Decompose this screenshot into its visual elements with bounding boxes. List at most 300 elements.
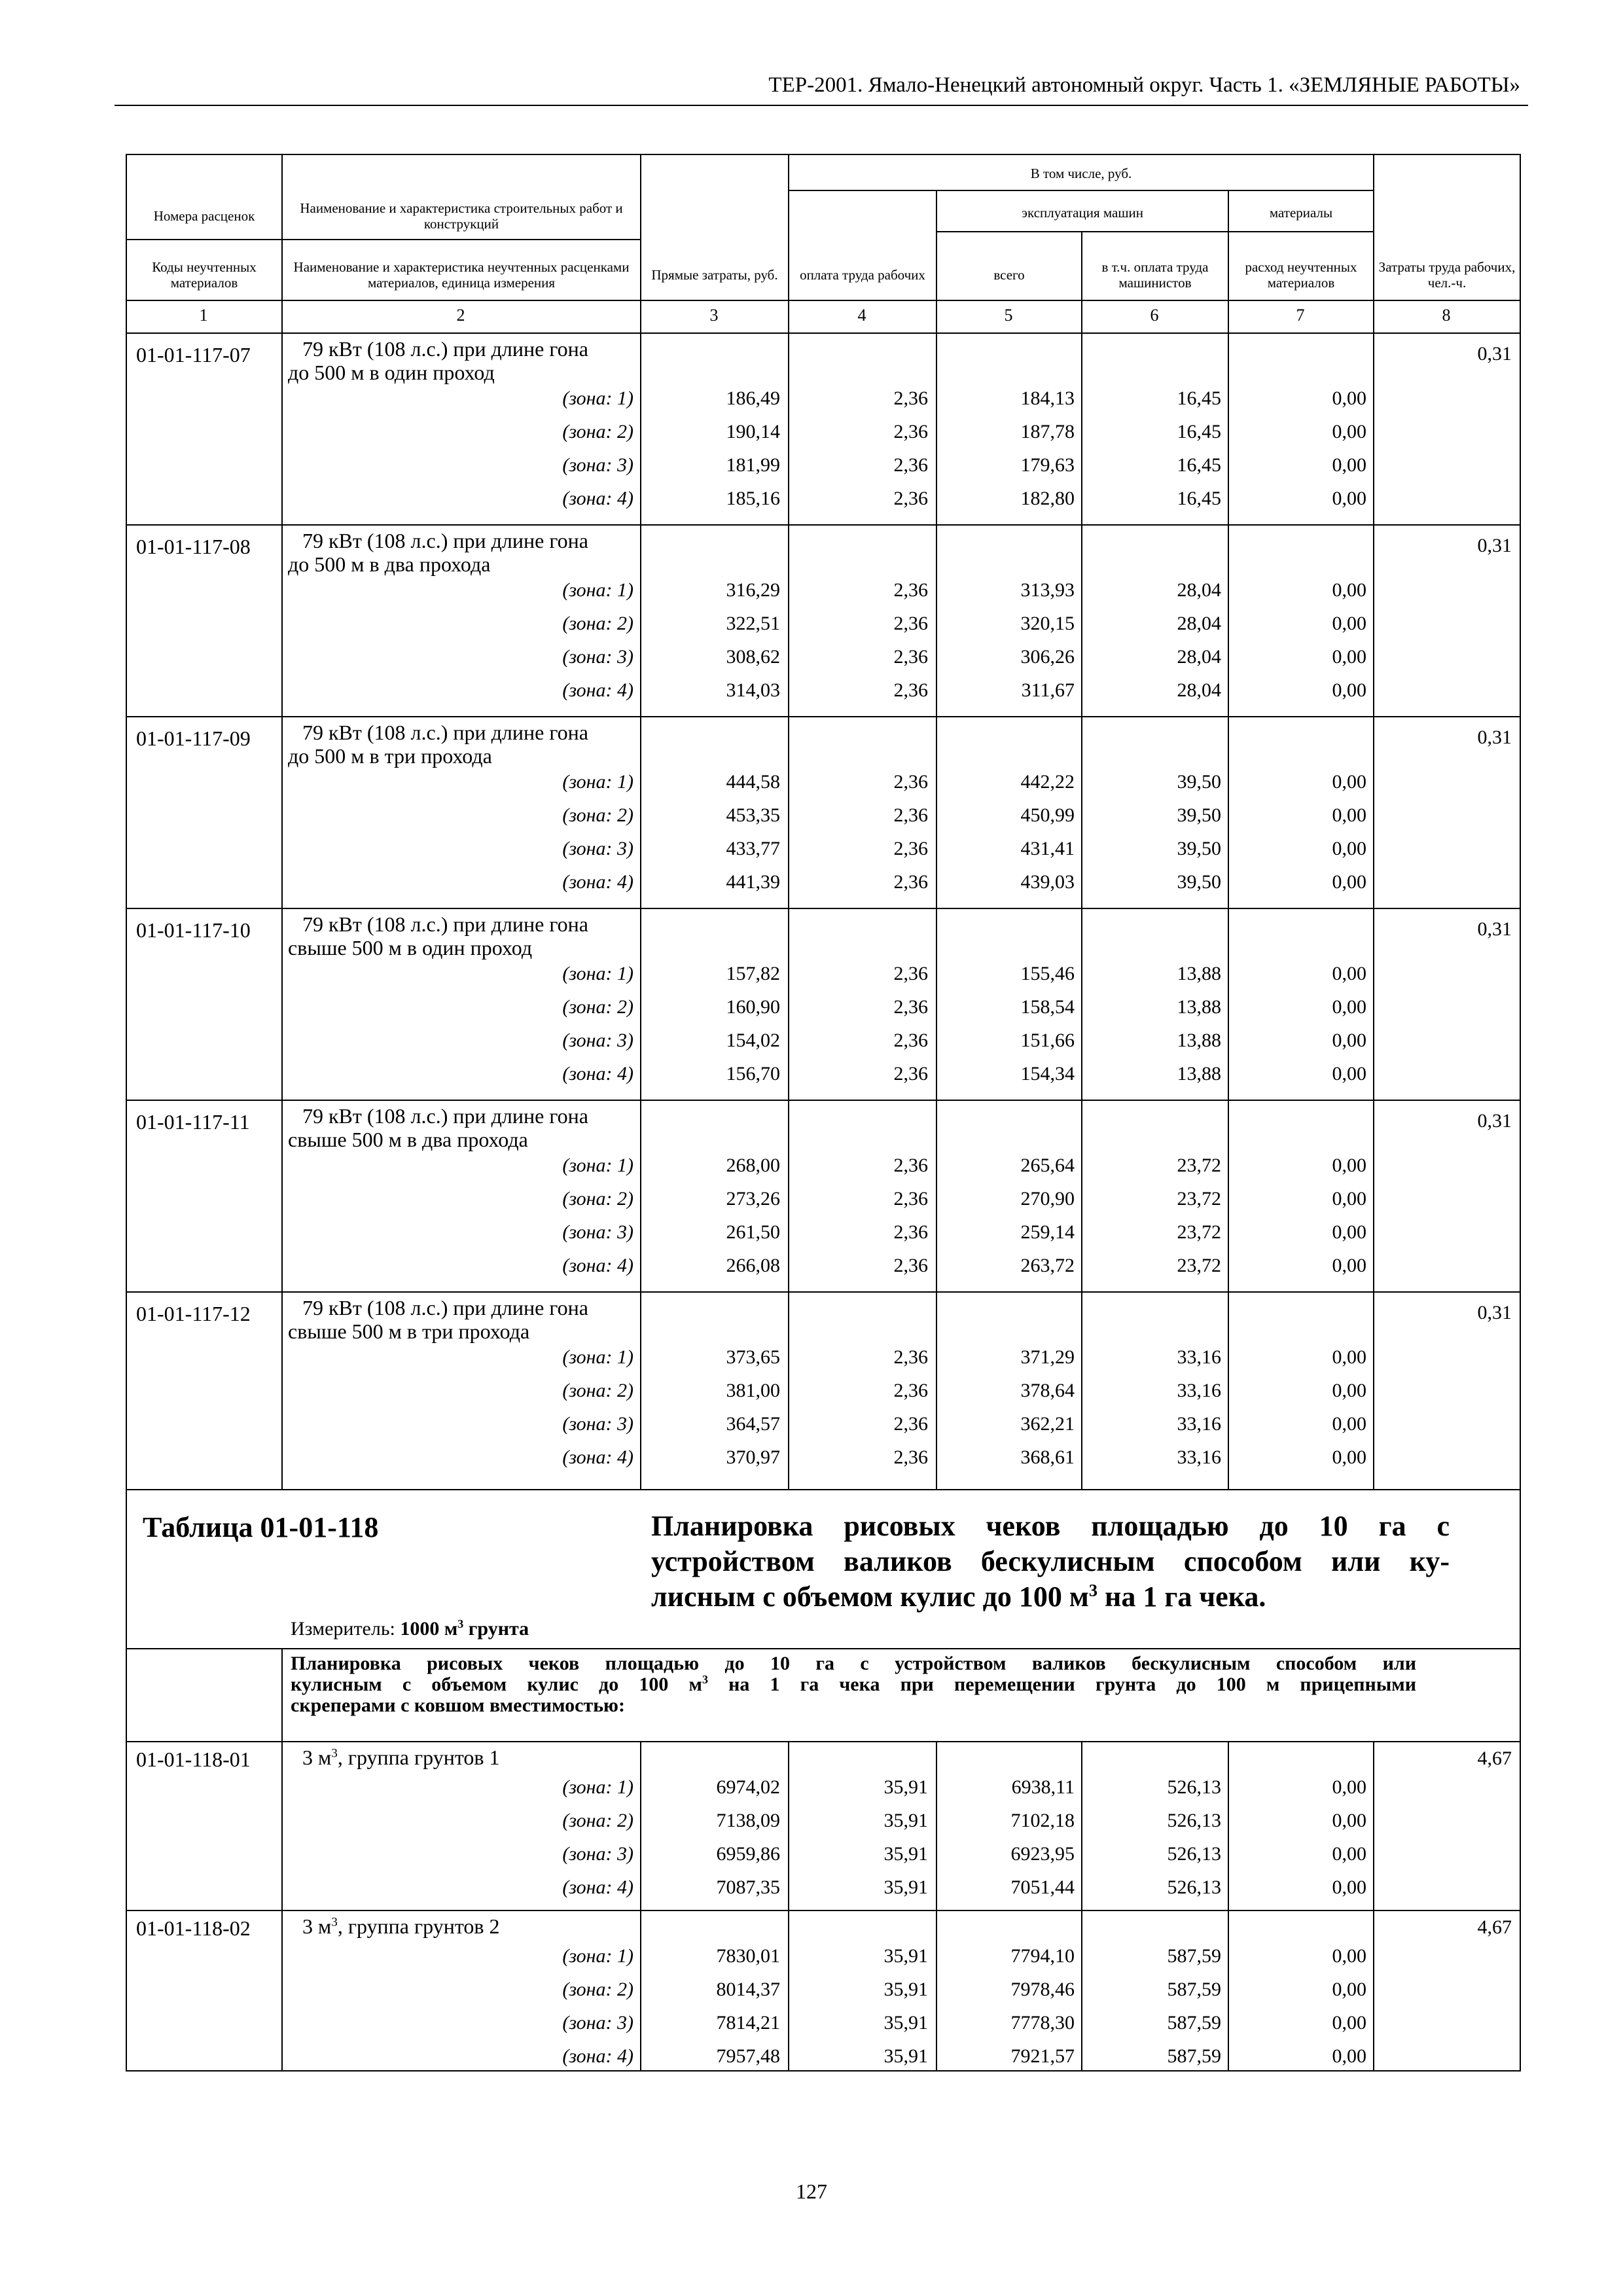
cell-value: 526,13 [1167,1776,1221,1798]
running-header [115,72,1528,106]
grid-line [1228,1741,1229,2072]
cell-value: 263,72 [1020,1255,1075,1276]
cell-value: 2,36 [893,387,928,409]
cell-value: 265,64 [1020,1155,1075,1176]
cell-value: 453,35 [726,804,780,826]
cell-value: 526,13 [1167,1810,1221,1831]
cell-value: 7830,01 [716,1945,780,1967]
cell-value: 16,45 [1177,387,1221,409]
cell-value: 23,72 [1177,1188,1221,1210]
zone-label: (зона: 4) [562,1876,633,1898]
rate-code: 01-01-117-10 [136,918,251,942]
cell-value: 0,00 [1332,488,1366,509]
subtitle-line: Планировка рисовых чеков площадью до 10 га с устройством валиков бескулисным способом или [291,1653,1416,1674]
grid-line [127,300,1520,301]
cell-value: 157,82 [726,963,780,984]
rate-description-text: , группа грунтов 1 [337,1746,500,1769]
table-title-line [651,1579,1450,1615]
zone-label: (зона: 3) [562,1030,633,1051]
cell-value: 0,00 [1332,804,1366,826]
zone-label: (зона: 1) [562,579,633,601]
grid-line [1373,154,1374,1489]
cell-value: 28,04 [1177,579,1221,601]
rate-description: 79 кВт (108 л.с.) при длине гона [302,912,588,936]
cell-value: 33,16 [1177,1446,1221,1468]
table-label: Таблица 01-01-118 [143,1511,379,1543]
cell-value: 7778,30 [1010,2012,1075,2034]
cell-value: 28,04 [1177,646,1221,668]
rate-description-text: , группа грунтов 2 [337,1914,500,1938]
labor-cost: 0,31 [1477,1110,1512,1132]
column-number: 3 [709,306,719,325]
cell-value: 6923,95 [1010,1843,1075,1865]
cell-value: 587,59 [1167,1979,1221,2000]
cell-value: 2,36 [893,804,928,826]
rate-description [302,1745,500,1770]
rate-description: до 500 м в три прохода [288,744,492,768]
zone-label: (зона: 2) [562,1188,633,1210]
grid-line [281,1741,283,2072]
cell-value: 160,90 [726,996,780,1018]
zone-label: (зона: 4) [562,679,633,701]
measure-unit [291,1618,529,1640]
rate-description: свыше 500 м в два прохода [288,1128,528,1151]
cell-value: 33,16 [1177,1346,1221,1368]
cell-value: 154,02 [726,1030,780,1051]
th-unaccounted-materials: расход неучтенных материалов [1245,259,1357,291]
cell-value: 2,36 [893,1346,928,1368]
grid-line [127,1910,1520,1911]
cell-value: 23,72 [1177,1221,1221,1243]
cell-value: 0,00 [1332,646,1366,668]
subtitle-text: кулисным с объемом кулис до 100 м [291,1674,702,1695]
cell-value: 13,88 [1177,1063,1221,1085]
cell-value: 2,36 [893,996,928,1018]
cell-value: 7794,10 [1010,1945,1075,1967]
cell-value: 316,29 [726,579,780,601]
table-title-text: лисным с объемом кулис до 100 м [651,1581,1089,1613]
rate-description: свыше 500 м в один проход [288,936,533,960]
th-machine-ops: эксплуатация машин [1022,205,1143,221]
cell-value: 2,36 [893,1446,928,1468]
th-name-works: Наименование и характеристика строительных работ и конструкций [300,200,623,232]
th-codes-materials: Коды неучтенных материалов [152,259,257,291]
table-title [651,1509,1450,1615]
cell-value: 364,57 [726,1413,780,1435]
cell-value: 154,34 [1020,1063,1075,1085]
cell-value: 0,00 [1332,1346,1366,1368]
cell-value: 16,45 [1177,421,1221,442]
zone-label: (зона: 2) [562,804,633,826]
table-title-line: Планировка рисовых чеков площадью до 10 га с [651,1510,1450,1542]
rate-code: 01-01-118-01 [136,1748,251,1771]
rate-description: свыше 500 м в три прохода [288,1319,530,1343]
measure-value: 1000 м [400,1618,458,1640]
cell-value: 0,00 [1332,1945,1366,1967]
grid-line [127,716,1520,717]
column-number: 2 [456,306,465,325]
cell-value: 2,36 [893,613,928,634]
zone-label: (зона: 3) [562,1843,633,1865]
cell-value: 179,63 [1020,454,1075,476]
cell-value: 2,36 [893,771,928,793]
cell-value: 187,78 [1020,421,1075,442]
grid-line [127,1489,1520,1490]
superscript: 3 [702,1673,708,1686]
cell-value: 0,00 [1332,1843,1366,1865]
cell-value: 587,59 [1167,2012,1221,2034]
th-labor-costs: Затраты труда рабочих, чел.-ч. [1378,259,1516,291]
cell-value: 431,41 [1020,838,1075,859]
cell-value: 35,91 [883,1876,928,1898]
cell-value: 8014,37 [716,1979,780,2000]
th-including: В том числе, руб. [1030,166,1132,181]
cell-value: 2,36 [893,1255,928,1276]
cell-value: 587,59 [1167,2045,1221,2067]
cell-value: 0,00 [1332,1413,1366,1435]
th-materials: материалы [1269,205,1333,221]
cell-value: 0,00 [1332,421,1366,442]
cell-value: 28,04 [1177,679,1221,701]
cell-value: 35,91 [883,1810,928,1831]
zone-label: (зона: 4) [562,2045,633,2067]
zone-label: (зона: 1) [562,1346,633,1368]
zone-label: (зона: 4) [562,488,633,509]
superscript: 3 [1088,1580,1098,1600]
zone-label: (зона: 1) [562,963,633,984]
cell-value: 39,50 [1177,771,1221,793]
column-number: 1 [199,306,208,325]
cell-value: 7051,44 [1010,1876,1075,1898]
cell-value: 370,97 [726,1446,780,1468]
th-total: всего [993,267,1025,283]
cell-value: 2,36 [893,579,928,601]
zone-label: (зона: 4) [562,1446,633,1468]
cell-value: 0,00 [1332,2045,1366,2067]
grid-line [127,524,1520,526]
cell-value: 526,13 [1167,1843,1221,1865]
cell-value: 6938,11 [1011,1776,1075,1798]
labor-cost: 0,31 [1477,535,1512,556]
th-worker-pay: оплата труда рабочих [800,267,925,283]
cell-value: 6974,02 [716,1776,780,1798]
cell-value: 151,66 [1020,1030,1075,1051]
cell-value: 371,29 [1020,1346,1075,1368]
grid-line [936,1741,937,2072]
grid-line [1228,190,1229,1489]
grid-line [1373,1741,1374,2072]
zone-label: (зона: 3) [562,838,633,859]
grid-line [788,154,789,1489]
zone-label: (зона: 3) [562,646,633,668]
rate-code: 01-01-117-08 [136,535,251,558]
grid-line [281,154,283,1489]
cell-value: 320,15 [1020,613,1075,634]
zone-label: (зона: 3) [562,1221,633,1243]
cell-value: 270,90 [1020,1188,1075,1210]
cell-value: 13,88 [1177,996,1221,1018]
cell-value: 261,50 [726,1221,780,1243]
cell-value: 6959,86 [716,1843,780,1865]
cell-value: 2,36 [893,488,928,509]
grid-line [127,332,1520,334]
cell-value: 0,00 [1332,1030,1366,1051]
cell-value: 7957,48 [716,2045,780,2067]
zone-label: (зона: 1) [562,387,633,409]
cell-value: 7814,21 [716,2012,780,2034]
cell-value: 2,36 [893,1413,928,1435]
cell-value: 314,03 [726,679,780,701]
grid-line [127,1741,1520,1742]
zone-label: (зона: 2) [562,613,633,634]
cell-value: 184,13 [1020,387,1075,409]
cell-value: 39,50 [1177,838,1221,859]
cell-value: 439,03 [1020,871,1075,893]
cell-value: 0,00 [1332,871,1366,893]
labor-cost: 0,31 [1477,343,1512,365]
cell-value: 2,36 [893,421,928,442]
rate-code: 01-01-117-07 [136,343,251,367]
cell-value: 0,00 [1332,1979,1366,2000]
cell-value: 7921,57 [1010,2045,1075,2067]
grid-line [1081,1741,1082,2072]
cell-value: 0,00 [1332,1188,1366,1210]
cell-value: 266,08 [726,1255,780,1276]
zone-label: (зона: 1) [562,1945,633,1967]
grid-line [281,1648,283,1741]
superscript: 3 [331,1746,338,1761]
cell-value: 259,14 [1020,1221,1075,1243]
cell-value: 441,39 [726,871,780,893]
cell-value: 7978,46 [1010,1979,1075,2000]
cell-value: 0,00 [1332,1155,1366,1176]
cell-value: 35,91 [883,2012,928,2034]
grid-line [127,908,1520,909]
cell-value: 0,00 [1332,613,1366,634]
cell-value: 181,99 [726,454,780,476]
cell-value: 322,51 [726,613,780,634]
grid-line [1081,231,1082,1489]
zone-label: (зона: 3) [562,1413,633,1435]
cell-value: 0,00 [1332,1810,1366,1831]
cell-value: 433,77 [726,838,780,859]
cell-value: 33,16 [1177,1413,1221,1435]
cell-value: 2,36 [893,1030,928,1051]
zone-label: (зона: 1) [562,771,633,793]
cell-value: 0,00 [1332,1776,1366,1798]
cell-value: 35,91 [883,1843,928,1865]
cell-value: 2,36 [893,1063,928,1085]
cell-value: 28,04 [1177,613,1221,634]
cell-value: 23,72 [1177,1255,1221,1276]
cell-value: 190,14 [726,421,780,442]
th-operator-pay: в т.ч. оплата труда машинистов [1101,259,1209,291]
rate-description [302,1914,500,1939]
section-subtitle [291,1653,1416,1716]
rate-description: 79 кВт (108 л.с.) при длине гона [302,337,588,361]
cell-value: 2,36 [893,679,928,701]
zone-label: (зона: 4) [562,871,633,893]
cell-value: 0,00 [1332,1876,1366,1898]
cell-value: 2,36 [893,963,928,984]
cell-value: 373,65 [726,1346,780,1368]
cell-value: 23,72 [1177,1155,1221,1176]
cell-value: 2,36 [893,1221,928,1243]
grid-line [788,190,1373,191]
zone-label: (зона: 1) [562,1155,633,1176]
cell-value: 2,36 [893,454,928,476]
cell-value: 306,26 [1020,646,1075,668]
labor-cost: 4,67 [1477,1748,1512,1769]
rate-code: 01-01-118-02 [136,1916,251,1940]
column-number: 4 [857,306,866,325]
measure-prefix: Измеритель: [291,1618,401,1640]
grid-line [788,1741,789,2072]
grid-line [640,154,641,1489]
rate-description-text: 3 м [302,1914,332,1938]
cell-value: 362,21 [1020,1413,1075,1435]
cell-value: 16,45 [1177,454,1221,476]
th-name-materials: Наименование и характеристика неучтенных расценками материалов, единица измерения [293,259,630,291]
grid-line [127,1100,1520,1101]
cell-value: 444,58 [726,771,780,793]
cell-value: 7087,35 [716,1876,780,1898]
rate-description: до 500 м в один проход [288,361,495,384]
cell-value: 450,99 [1020,804,1075,826]
cell-value: 2,36 [893,1380,928,1401]
cell-value: 35,91 [883,1776,928,1798]
cell-value: 185,16 [726,488,780,509]
cell-value: 381,00 [726,1380,780,1401]
cell-value: 0,00 [1332,1446,1366,1468]
cell-value: 2,36 [893,1188,928,1210]
rate-description: 79 кВт (108 л.с.) при длине гона [302,529,588,552]
labor-cost: 0,31 [1477,726,1512,748]
column-number: 5 [1004,306,1013,325]
cell-value: 0,00 [1332,2012,1366,2034]
cell-value: 13,88 [1177,963,1221,984]
cell-value: 16,45 [1177,488,1221,509]
cell-value: 2,36 [893,646,928,668]
cell-value: 7102,18 [1010,1810,1075,1831]
cell-value: 0,00 [1332,579,1366,601]
cell-value: 2,36 [893,1155,928,1176]
subtitle-line: скреперами с ковшом вместимостью: [291,1695,625,1716]
rate-description: 79 кВт (108 л.с.) при длине гона [302,721,588,744]
cell-value: 35,91 [883,1979,928,2000]
grid-line [127,1291,1520,1293]
cell-value: 268,00 [726,1155,780,1176]
cell-value: 0,00 [1332,838,1366,859]
rate-code: 01-01-117-12 [136,1302,251,1325]
cell-value: 156,70 [726,1063,780,1085]
zone-label: (зона: 4) [562,1063,633,1085]
cell-value: 378,64 [1020,1380,1075,1401]
zone-label: (зона: 1) [562,1776,633,1798]
cell-value: 313,93 [1020,579,1075,601]
rate-code: 01-01-117-11 [136,1110,250,1134]
cell-value: 0,00 [1332,454,1366,476]
cell-value: 442,22 [1020,771,1075,793]
rate-description-text: 3 м [302,1746,332,1769]
cell-value: 368,61 [1020,1446,1075,1468]
table-title-line: устройством валиков бескулисным способом или ку- [651,1545,1450,1577]
cell-value: 39,50 [1177,804,1221,826]
zone-label: (зона: 2) [562,421,633,442]
cell-value: 0,00 [1332,1255,1366,1276]
labor-cost: 4,67 [1477,1916,1512,1938]
cell-value: 0,00 [1332,1380,1366,1401]
cell-value: 7138,09 [716,1810,780,1831]
cell-value: 33,16 [1177,1380,1221,1401]
rate-description: до 500 м в два прохода [288,552,491,576]
cell-value: 311,67 [1021,679,1075,701]
zone-label: (зона: 3) [562,454,633,476]
measure-suffix: грунта [463,1618,529,1640]
zone-label: (зона: 2) [562,1380,633,1401]
column-number: 7 [1296,306,1305,325]
cell-value: 2,36 [893,871,928,893]
cell-value: 0,00 [1332,387,1366,409]
cell-value: 587,59 [1167,1945,1221,1967]
rate-code: 01-01-117-09 [136,726,251,750]
th-rates-numbers: Номера расценок [153,208,255,224]
labor-cost: 0,31 [1477,1302,1512,1323]
cell-value: 2,36 [893,838,928,859]
cell-value: 0,00 [1332,679,1366,701]
cell-value: 13,88 [1177,1030,1221,1051]
grid-line [640,1741,641,2072]
labor-cost: 0,31 [1477,918,1512,940]
page-number: 127 [796,2179,827,2203]
cell-value: 308,62 [726,646,780,668]
cell-value: 35,91 [883,2045,928,2067]
zone-label: (зона: 2) [562,996,633,1018]
grid-line [936,231,1373,232]
zone-label: (зона: 4) [562,1255,633,1276]
cell-value: 182,80 [1020,488,1075,509]
cell-value: 155,46 [1020,963,1075,984]
cell-value: 526,13 [1167,1876,1221,1898]
running-title: ТЕР-2001. Ямало-Ненецкий автономный округ. Часть 1. «ЗЕМЛЯНЫЕ РАБОТЫ» [768,73,1520,97]
cell-value: 35,91 [883,1945,928,1967]
subtitle-text: на 1 га чека при перемещении грунта до 100 м прицепными [707,1674,1416,1695]
superscript: 3 [457,1617,464,1630]
cell-value: 0,00 [1332,1063,1366,1085]
column-number: 8 [1442,306,1451,325]
cell-value: 0,00 [1332,996,1366,1018]
column-number: 6 [1150,306,1159,325]
grid-line [127,239,640,240]
grid-line [936,190,937,1489]
cell-value: 186,49 [726,387,780,409]
cell-value: 0,00 [1332,1221,1366,1243]
zone-label: (зона: 3) [562,2012,633,2034]
grid-line [127,1648,1520,1649]
cell-value: 39,50 [1177,871,1221,893]
subtitle-line [291,1674,1416,1695]
table-title-tail: на 1 га чека. [1097,1581,1266,1613]
cell-value: 0,00 [1332,963,1366,984]
rate-description: 79 кВт (108 л.с.) при длине гона [302,1104,588,1128]
superscript: 3 [331,1915,338,1929]
cell-value: 273,26 [726,1188,780,1210]
zone-label: (зона: 2) [562,1979,633,2000]
cell-value: 0,00 [1332,771,1366,793]
rate-description: 79 кВт (108 л.с.) при длине гона [302,1296,588,1319]
th-direct-costs: Прямые затраты, руб. [651,267,778,283]
zone-label: (зона: 2) [562,1810,633,1831]
